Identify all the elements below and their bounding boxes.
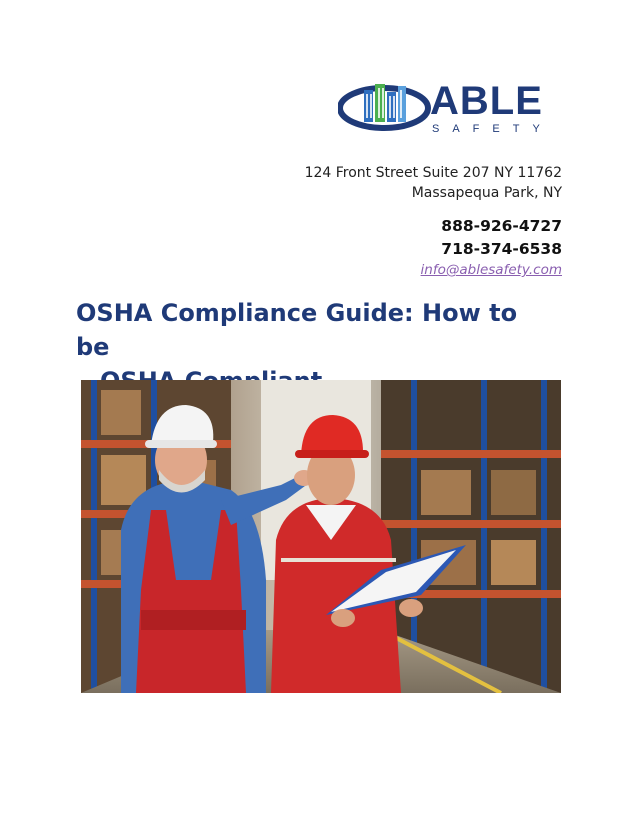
address-line-2: Massapequa Park, NY bbox=[411, 185, 562, 201]
phone-number-1[interactable]: 888-926-4727 bbox=[441, 217, 562, 235]
page-title-line-1: OSHA Compliance Guide: How to be bbox=[76, 299, 518, 361]
address-line-1: 124 Front Street Suite 207 NY 11762 bbox=[304, 165, 562, 181]
warehouse-workers-photo bbox=[81, 380, 561, 693]
phone-number-2[interactable]: 718-374-6538 bbox=[441, 240, 562, 258]
warehouse-workers-illustration bbox=[81, 380, 561, 693]
email-link[interactable]: info@ablesafety.com bbox=[420, 262, 562, 278]
logo-mark-icon bbox=[338, 76, 562, 136]
logo-tagline: SAFETY bbox=[432, 123, 553, 135]
logo-name: ABLE bbox=[430, 79, 543, 123]
ablesafety-logo bbox=[338, 76, 562, 136]
